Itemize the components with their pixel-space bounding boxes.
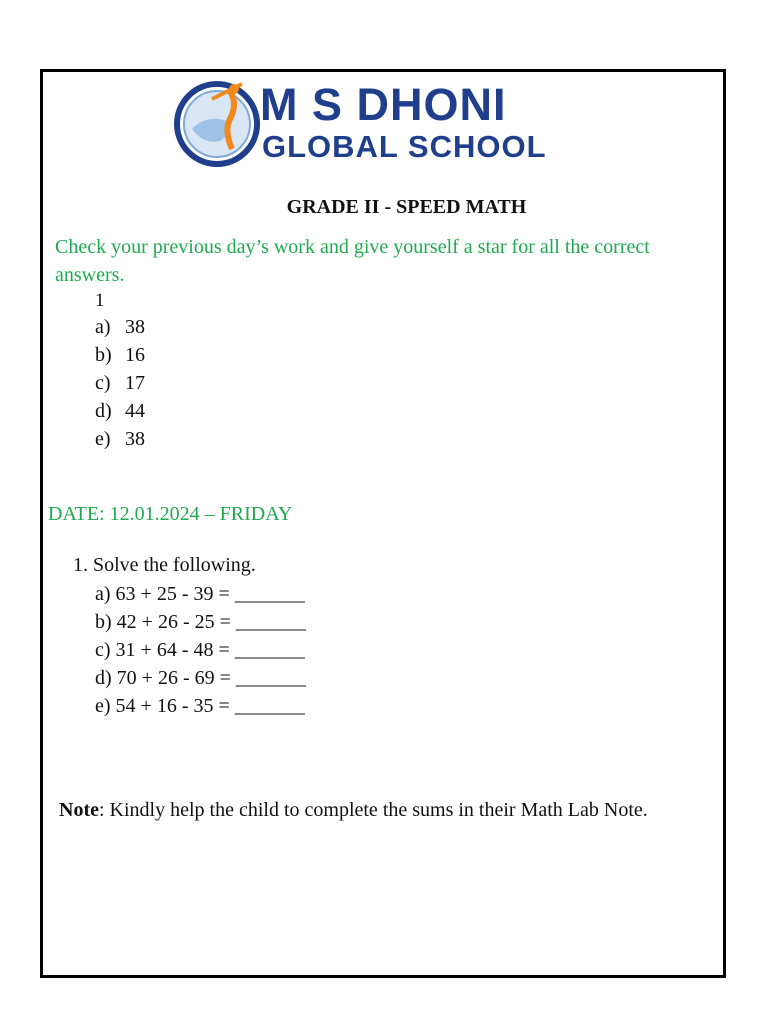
previous-question-number: 1: [95, 290, 105, 311]
answer-label: e): [95, 428, 111, 450]
answer-value: 16: [125, 344, 145, 366]
answer-value: 17: [125, 372, 145, 394]
question-title: 1. Solve the following.: [73, 554, 256, 576]
logo-title-line-1: M S DHONI: [260, 79, 507, 130]
answer-blank: _______: [235, 611, 306, 633]
sum-text: b) 42 + 26 - 25 =: [95, 611, 236, 633]
note-text: [59, 797, 709, 823]
list-item: [95, 369, 145, 397]
list-item: [95, 664, 306, 692]
answer-blank: _______: [234, 583, 305, 605]
answer-label: b): [95, 344, 112, 366]
logo-title-line-2: GLOBAL SCHOOL: [262, 129, 547, 164]
list-item: [95, 341, 145, 369]
list-item: [95, 608, 306, 636]
instruction-text: Check your previous day’s work and give yourself a star for all the correct answers.: [55, 236, 650, 286]
answer-label: d): [95, 400, 112, 422]
answer-value: 44: [125, 400, 145, 422]
answer-blank: _______: [234, 695, 305, 717]
list-item: [95, 397, 145, 425]
answer-label: a): [95, 316, 111, 338]
answer-label: c): [95, 372, 111, 394]
answer-value: 38: [125, 428, 145, 450]
sums-list: [95, 580, 306, 720]
sum-text: e) 54 + 16 - 35 =: [95, 695, 235, 717]
note-label: Note: [59, 799, 99, 821]
list-item: [95, 636, 306, 664]
school-logo: [172, 79, 592, 171]
sum-text: a) 63 + 25 - 39 =: [95, 583, 235, 605]
answer-value: 38: [125, 316, 145, 338]
date-line: DATE: 12.01.2024 – FRIDAY: [48, 503, 293, 525]
list-item: [95, 580, 306, 608]
list-item: [95, 425, 145, 453]
previous-answers-list: [95, 313, 145, 453]
school-emblem-icon: [172, 79, 262, 169]
sum-text: c) 31 + 64 - 48 =: [95, 639, 235, 661]
list-item: [95, 692, 306, 720]
worksheet-heading: GRADE II - SPEED MATH: [286, 196, 527, 218]
note-body: : Kindly help the child to complete the sums in their Math Lab Note.: [98, 799, 648, 821]
list-item: [95, 313, 145, 341]
sum-text: d) 70 + 26 - 69 =: [95, 667, 236, 689]
answer-blank: _______: [235, 667, 306, 689]
answer-blank: _______: [234, 639, 305, 661]
